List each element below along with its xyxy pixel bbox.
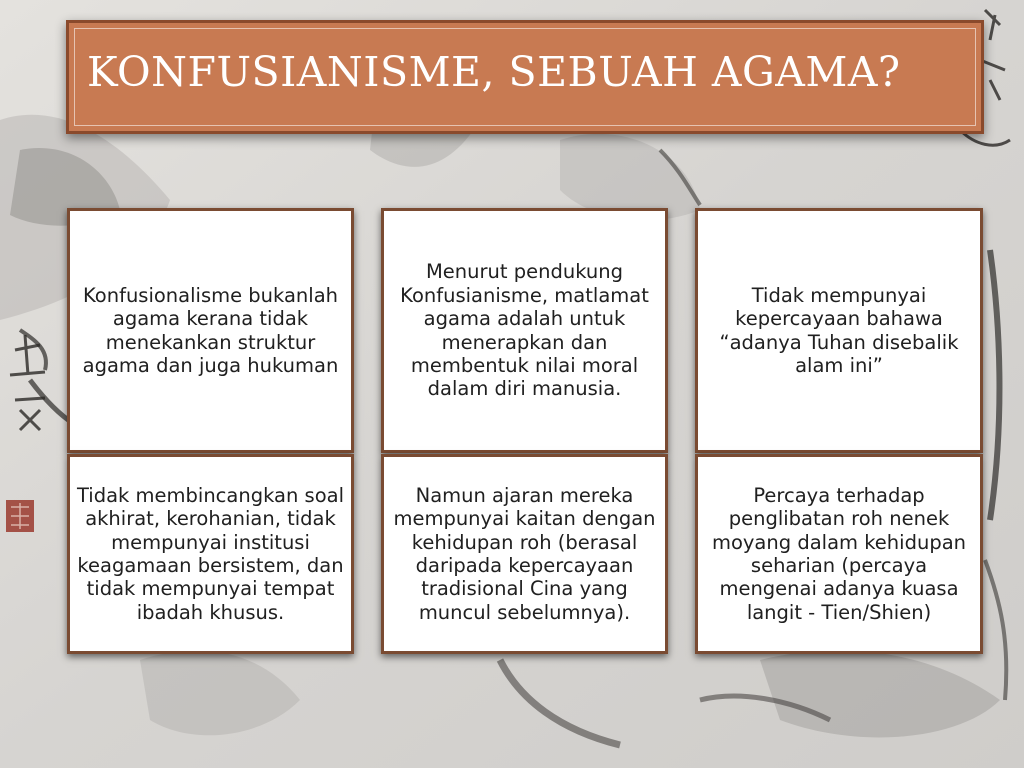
info-card-1-text: Konfusionalisme bukanlah agama kerana tidak menekankan struktur agama dan juga hukuman bbox=[82, 283, 339, 377]
info-card-3 bbox=[695, 208, 983, 453]
info-card-4 bbox=[67, 454, 354, 654]
info-card-1 bbox=[67, 208, 354, 453]
info-card-5 bbox=[381, 454, 668, 654]
slide-title: KONFUSIANISME, SEBUAH AGAMA? bbox=[87, 48, 901, 96]
info-card-6-text: Percaya terhadap penglibatan roh nenek moyang dalam kehidupan seharian (percaya mengenai adanya kuasa langit - Tien/Shien) bbox=[711, 483, 967, 624]
info-card-6 bbox=[695, 454, 983, 654]
info-card-2 bbox=[381, 208, 668, 453]
info-card-3-text: Tidak mempunyai kepercayaan bahawa “adanya Tuhan disebalik alam ini” bbox=[719, 283, 959, 377]
info-card-2-text: Menurut pendukung Konfusianisme, matlamat agama adalah untuk menerapkan dan membentuk nilai moral dalam diri manusia. bbox=[400, 260, 649, 401]
title-banner bbox=[66, 20, 984, 134]
info-card-4-text: Tidak membincangkan soal akhirat, kerohanian, tidak mempunyai institusi keagamaan bersistem, dan tidak mempunyai tempat ibadah khusus. bbox=[76, 483, 344, 624]
info-card-5-text: Namun ajaran mereka mempunyai kaitan dengan kehidupan roh (berasal daripada kepercayaan tradisional Cina yang muncul sebelumnya). bbox=[393, 483, 656, 624]
